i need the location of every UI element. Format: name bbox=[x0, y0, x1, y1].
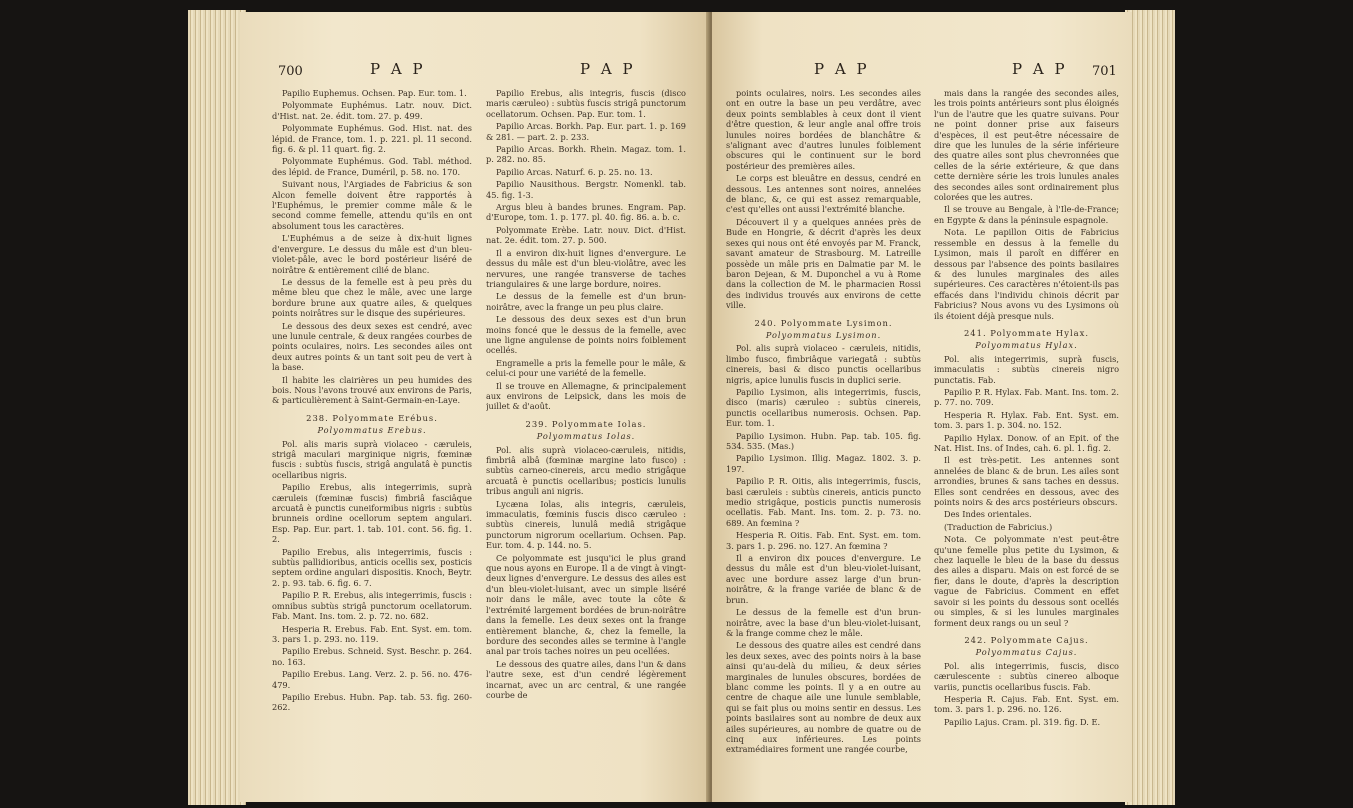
paragraph: Papilio P. R. Erebus, alis integerrimis, fuscis : omnibus subtùs strigâ punctorum ocellatorum. Fab. Mant. Ins. tom. 2. p. 72. no. 682. bbox=[272, 590, 472, 622]
paragraph: Papilio Euphemus. Ochsen. Pap. Eur. tom. 1. bbox=[282, 88, 467, 98]
paragraph: Polyommate Euphémus. God. Hist. nat. des lépid. de France, tom. 1. p. 221. pl. 11 second. fig. 6. & pl. 11 quart. fig. 2. bbox=[272, 123, 472, 155]
paragraph: Papilio Lysimon, alis integerrimis, fuscis, disco (maris) cæruleo : subtùs cinereis, punctis ocellaribus numerosis. Ochsen. Pap. Eur. tom. 1. bbox=[726, 386, 921, 429]
right-page bbox=[712, 12, 1132, 802]
paragraph: Pol. alis integerrimis, fuscis, disco cærulescente : subtùs cinereo alboque variis, punctis ocellaribus fuscis. Fab. bbox=[934, 660, 1119, 692]
paragraph: Des Indes orientales. bbox=[944, 509, 1032, 520]
paragraph: Le dessus de la femelle est d'un brun-noirâtre, avec la base d'un bleu-violet-luisant, & la frange comme chez le mâle. bbox=[726, 607, 921, 638]
paragraph: Argus bleu à bandes brunes. Engram. Pap. d'Europe, tom. 1. p. 177. pl. 40. fig. 86. a. b. c. bbox=[486, 202, 686, 223]
paragraph: Nota. Ce polyommate n'est peut-être qu'une femelle plus petite du Lysimon, & chez laquelle le bleu de la base du dessus des ailes a disparu. Mais on est forcé de se fier, dans le doute, d'après la description vague de Fabricius. Comment en effet savoir si les points du dessous sont ocellés ou simples, & si les lunules marginales forment deux rangs ou un seul ? bbox=[934, 534, 1119, 628]
paragraph: Pol. alis maris suprà violaceo - cæruleis, strigâ maculari marginique nigris, fœminæ fuscis : subtùs fuscis, strigâ angulatâ è punctis ocellaribus nigris. bbox=[272, 438, 472, 480]
paragraph: 242. Polyommate Cajus. bbox=[964, 634, 1089, 645]
paragraph: Le dessus de la femelle est d'un brun-noirâtre, avec la frange un peu plus claire. bbox=[486, 291, 686, 312]
paragraph: Polyommatus Hylax. bbox=[975, 340, 1078, 351]
paragraph: Nota. Le papillon Oitis de Fabricius ressemble en dessus à la femelle du Lysimon, mais il paroît en différer en dessous par l'absence des points basilaires & des lunules marginales des ailes supérieures. Ces caractères n'étoient-ils pas effacés dans l'individu chinois décrit par Fabricius? Nous avons vu des Lysimons où ils étoient déjà presque nuls. bbox=[934, 227, 1119, 321]
paragraph: Polyommatus Lysimon. bbox=[765, 329, 882, 340]
paragraph: Ce polyommate est jusqu'ici le plus grand que nous ayons en Europe. Il a de vingt à vingt-deux lignes d'envergure. Le dessus des ailes est d'un bleu-violet-luisant, avec un simple liséré noir dans le mâle, avec toute la côte & l'extrémité largement bordées de brun-noirâtre dans la femelle. Les deux sexes ont la frange entièrement blanche, &, chez la femelle, la bordure des secondes ailes se termine à l'angle anal par trois taches noires un peu ocellées. bbox=[486, 552, 686, 657]
paragraph: Papilio P. R. Hylax. Fab. Mant. Ins. tom. 2. p. 77. no. 709. bbox=[934, 386, 1119, 408]
paragraph: mais dans la rangée des secondes ailes, les trois points antérieurs sont plus éloignés l'un de l'autre que les quatre suivans. Pour ne point donner prise aux faiseurs d'espèces, il est peut-être nécessaire de dire que les lunules de la série inférieure des quatre ailes sont plus chevronnées que celles de la série extérieure, & que dans cette dernière série les trois lunules anales des secondes ailes sont ordinairement plus colorées que les autres. bbox=[934, 88, 1119, 203]
page-number-left: 700 bbox=[278, 64, 303, 79]
paragraph: Polyommate Euphémus. Latr. nouv. Dict. d'Hist. nat. 2e. édit. tom. 27. p. 499. bbox=[272, 100, 472, 121]
paragraph: Polyommate Euphémus. God. Tabl. méthod. des lépid. de France, Duméril, p. 58. no. 170. bbox=[272, 156, 472, 177]
left-column-2 bbox=[486, 88, 686, 788]
paragraph: Papilio Lysimon. Hubn. Pap. tab. 105. fig. 534. 535. (Mas.) bbox=[726, 430, 921, 451]
paragraph: Papilio P. R. Oitis, alis integerrimis, fuscis, basi cæruleis : subtùs cinereis, anticis puncto medio strigâque, posticis punctis numerosis ocellatis. Fab. Mant. Ins. tom. 2. p. 73. no. 689. An fœmina ? bbox=[726, 476, 921, 528]
paragraph: Pol. alis integerrimis, suprà fuscis, immaculatis : subtùs cinereis nigro punctatis. Fab. bbox=[934, 353, 1119, 385]
paragraph: Hesperia R. Oitis. Fab. Ent. Syst. em. tom. 3. pars 1. p. 296. no. 127. An fœmina ? bbox=[726, 530, 921, 551]
paragraph: Papilio Erebus. Hubn. Pap. tab. 53. fig. 260-262. bbox=[272, 691, 472, 713]
paragraph: Lycæna Iolas, alis integris, cæruleis, immaculatis, fœminis fuscis disco cæruleo : subtùs cinereis, lunulâ mediâ strigâque punctorum nigrorum ocellarium. Ochsen. Pap. Eur. tom. 4. p. 144. no. 5. bbox=[486, 498, 686, 551]
running-head-left-a: P A P bbox=[370, 60, 426, 78]
paragraph: Papilio Lajus. Cram. pl. 319. fig. D. E. bbox=[944, 716, 1101, 727]
paragraph: Papilio Arcas. Borkh. Pap. Eur. part. 1. p. 169 & 281. — part. 2. p. 233. bbox=[486, 121, 686, 142]
paragraph: Il est très-petit. Les antennes sont annelées de blanc & de brun. Les ailes sont arrondies, brunes & sans taches en dessus. Elles sont cendrées en dessous, avec des points noirs & des arcs postérieurs obscurs. bbox=[934, 455, 1119, 508]
paragraph: Le corps est bleuâtre en dessus, cendré en dessous. Les antennes sont noires, annelées de blanc, &, ce qui est assez remarquable, c'est qu'elles ont aussi l'extrémité blanche. bbox=[726, 173, 921, 215]
paragraph: Le dessous des quatre ailes, dans l'un & dans l'autre sexe, est d'un cendré légèrement incarnat, avec un arc central, & une rangée courbe de bbox=[486, 658, 686, 700]
paragraph: Le dessous des deux sexes est d'un brun moins foncé que le dessus de la femelle, avec une ligne angulense de points noirs foiblement ocellés. bbox=[486, 314, 686, 356]
paragraph: Pol. alis suprà violaceo - cæruleis, nitidis, limbo fusco, fimbriâque variegatâ : subtùs cinereis, basi & disco punctis ocellaribus nigris, apice lunulis fuscis in duplici serie. bbox=[726, 343, 921, 385]
paragraph: Il a environ dix pouces d'envergure. Le dessus du mâle est d'un bleu-violet-luisant, avec une bordure assez large d'un brun-noirâtre, & la frange variée de blanc & de brun. bbox=[726, 553, 921, 605]
paragraph: 241. Polyommate Hylax. bbox=[963, 327, 1090, 338]
paragraph: Il se trouve au Bengale, à l'Ile-de-France; en Egypte & dans la péninsule espagnole. bbox=[934, 204, 1119, 225]
paragraph: Papilio Arcas. Borkh. Rhein. Magaz. tom. 1. p. 282. no. 85. bbox=[486, 144, 686, 165]
paragraph: Il a environ dix-huit lignes d'envergure. Le dessus du mâle est d'un bleu-violâtre, avec les nervures, une rangée transverse de taches triangulaires & une large bordure, noires. bbox=[486, 247, 686, 289]
paragraph: Papilio Hylax. Donow. of an Epit. of the Nat. Hist. Ins. of Indes, cah. 6. pl. 1. fig. 2. bbox=[934, 432, 1119, 453]
running-head-right-b: P A P bbox=[1012, 60, 1068, 78]
paragraph: Papilio Erebus, alis integerrimis, suprà cæruleis (fœminæ fuscis) fimbriâ fasciâque arcuatâ è punctis cuneiformibus nigris : subtùs brunneis ordine ocellorum septem angulari. Esp. Pap. Eur. part. 1. tab. 101. cont. 56. fig. 1. 2. bbox=[272, 482, 472, 545]
running-head-left-b: P A P bbox=[580, 60, 636, 78]
paragraph: Le dessous des deux sexes est cendré, avec une lunule centrale, & deux rangées courbes de points oculaires, noirs. Les secondes ailes ont deux autres points & un tant soit peu de vert à la base. bbox=[272, 320, 472, 373]
paragraph: Papilio Arcas. Naturf. 6. p. 25. no. 13. bbox=[496, 166, 653, 177]
paragraph: Il se trouve en Allemagne, & principalement aux environs de Leipsick, dans les mois de juillet & d'août. bbox=[486, 380, 686, 412]
paragraph: 239. Polyommate Iolas. bbox=[525, 418, 647, 429]
running-head-right-a: P A P bbox=[814, 60, 870, 78]
paragraph: Hesperia R. Hylax. Fab. Ent. Syst. em. tom. 3. pars 1. p. 304. no. 152. bbox=[934, 409, 1119, 431]
paragraph: 240. Polyommate Lysimon. bbox=[754, 317, 893, 328]
paragraph: Polyommatus Erebus. bbox=[317, 425, 427, 436]
paragraph: Il habite les clairières un peu humides des bois. Nous l'avons trouvé aux environs de Paris, & particulièrement à Saint-Germain-en-Laye. bbox=[272, 374, 472, 406]
page-number-right: 701 bbox=[1092, 64, 1117, 79]
paragraph: (Traduction de Fabricius.) bbox=[944, 521, 1053, 532]
paragraph: Papilio Erebus. Lang. Verz. 2. p. 56. no. 476-479. bbox=[272, 669, 472, 690]
right-column-1 bbox=[726, 88, 921, 788]
right-column-2 bbox=[934, 88, 1119, 788]
paragraph: Polyommate Erèbe. Latr. nouv. Dict. d'Hist. nat. 2e. édit. tom. 27. p. 500. bbox=[486, 224, 686, 246]
paragraph: Polyommatus Iolas. bbox=[536, 431, 636, 442]
paragraph: 238. Polyommate Erébus. bbox=[306, 412, 438, 423]
paragraph: Papilio Erebus, alis integris, fuscis (disco maris cæruleo) : subtùs fuscis strigâ punctorum ocellatorum. Ochsen. Pap. Eur. tom. 1. bbox=[486, 88, 686, 119]
paragraph: Suivant nous, l'Argiades de Fabricius & son Alcon femelle doivent être rapportés à l'Euphémus, le premier comme mâle & le second comme femelle, attendu qu'ils en ont absolument tous les caractères. bbox=[272, 179, 472, 231]
paragraph: Le dessus de la femelle est à peu près du même bleu que chez le mâle, avec une large bordure brune aux quatre ailes, & quelques points noirâtres sur le disque des supérieures. bbox=[272, 276, 472, 319]
paragraph: Polyommatus Cajus. bbox=[975, 647, 1078, 658]
paragraph: Le dessous des quatre ailes est cendré dans les deux sexes, avec des points noirs à la base ainsi qu'au-delà du milieu, & deux séries marginales de lunules obscures, bordées de blanc comme les points. Il y a en outre au centre de chaque aile une lunule semblable, qui se fait plus ou moins sentir en dessus. Les points basilaires sont au nombre de deux aux ailes supérieures, au nombre de quatre ou de cinq aux inférieures. Les points extramédiaires forment une rangée courbe, bbox=[726, 640, 921, 755]
paragraph: Papilio Lysimon. Illig. Magaz. 1802. 3. p. 197. bbox=[726, 453, 921, 474]
paragraph: L'Euphémus a de seize à dix-huit lignes d'envergure. Le dessus du mâle est d'un bleu-violet-pâle, avec le bord postérieur liséré de noirâtre & entièrement cilié de blanc. bbox=[272, 233, 472, 275]
paragraph: Hesperia R. Cajus. Fab. Ent. Syst. em. tom. 3. pars 1. p. 296. no. 126. bbox=[934, 693, 1119, 715]
paragraph: Papilio Erebus, alis integerrimis, fuscis : subtùs pallidioribus, anticis ocellis sex, posticis septem ordine angulari dispositis. Knoch, Beytr. 2. p. 93. tab. 6. fig. 6. 7. bbox=[272, 546, 472, 588]
paragraph: Hesperia R. Erebus. Fab. Ent. Syst. em. tom. 3. pars 1. p. 293. no. 119. bbox=[272, 623, 472, 644]
paragraph: Découvert il y a quelques années près de Bude en Hongrie, & décrit d'après les deux sexes qui nous ont été envoyés par M. Franck, savant amateur de Strasbourg. M. Latreille possède un mâle pris en Dalmatie par M. le baron Dejean, & M. Duponchel a vu à Rome dans la collection de M. le pharmacien Rossi des individus trouvés aux environs de cette ville. bbox=[726, 216, 921, 311]
paragraph: Engramelle a pris la femelle pour le mâle, & celui-ci pour une variété de la femelle. bbox=[486, 357, 686, 379]
paragraph: Papilio Erebus. Schneid. Syst. Beschr. p. 264. no. 163. bbox=[272, 646, 472, 667]
paragraph: points oculaires, noirs. Les secondes ailes ont en outre la base un peu verdâtre, avec deux points semblables à ceux dont il vient d'être question, & leur angle anal offre trois lunules noires bordées de blanchâtre & s'alignant avec d'autres lunules foiblement obscures qui le continuent sur le bord postérieur des premières ailes. bbox=[726, 88, 921, 171]
page-stack-left-edge bbox=[188, 10, 246, 805]
left-page bbox=[240, 12, 710, 802]
paragraph: Papilio Nausithous. Bergstr. Nomenkl. tab. 45. fig. 1-3. bbox=[486, 179, 686, 200]
page-stack-right-edge bbox=[1125, 10, 1175, 805]
paragraph: Pol. alis suprà violaceo-cæruleis, nitidis, fimbriâ albâ (fœminæ margine lato fusco) : subtùs carneo-cinereis, arcu medio strigâque arcuatâ è punctis ocellaribus; posticis lunulis tribus anguli ani nigris. bbox=[486, 444, 686, 497]
left-column-1 bbox=[272, 88, 472, 788]
